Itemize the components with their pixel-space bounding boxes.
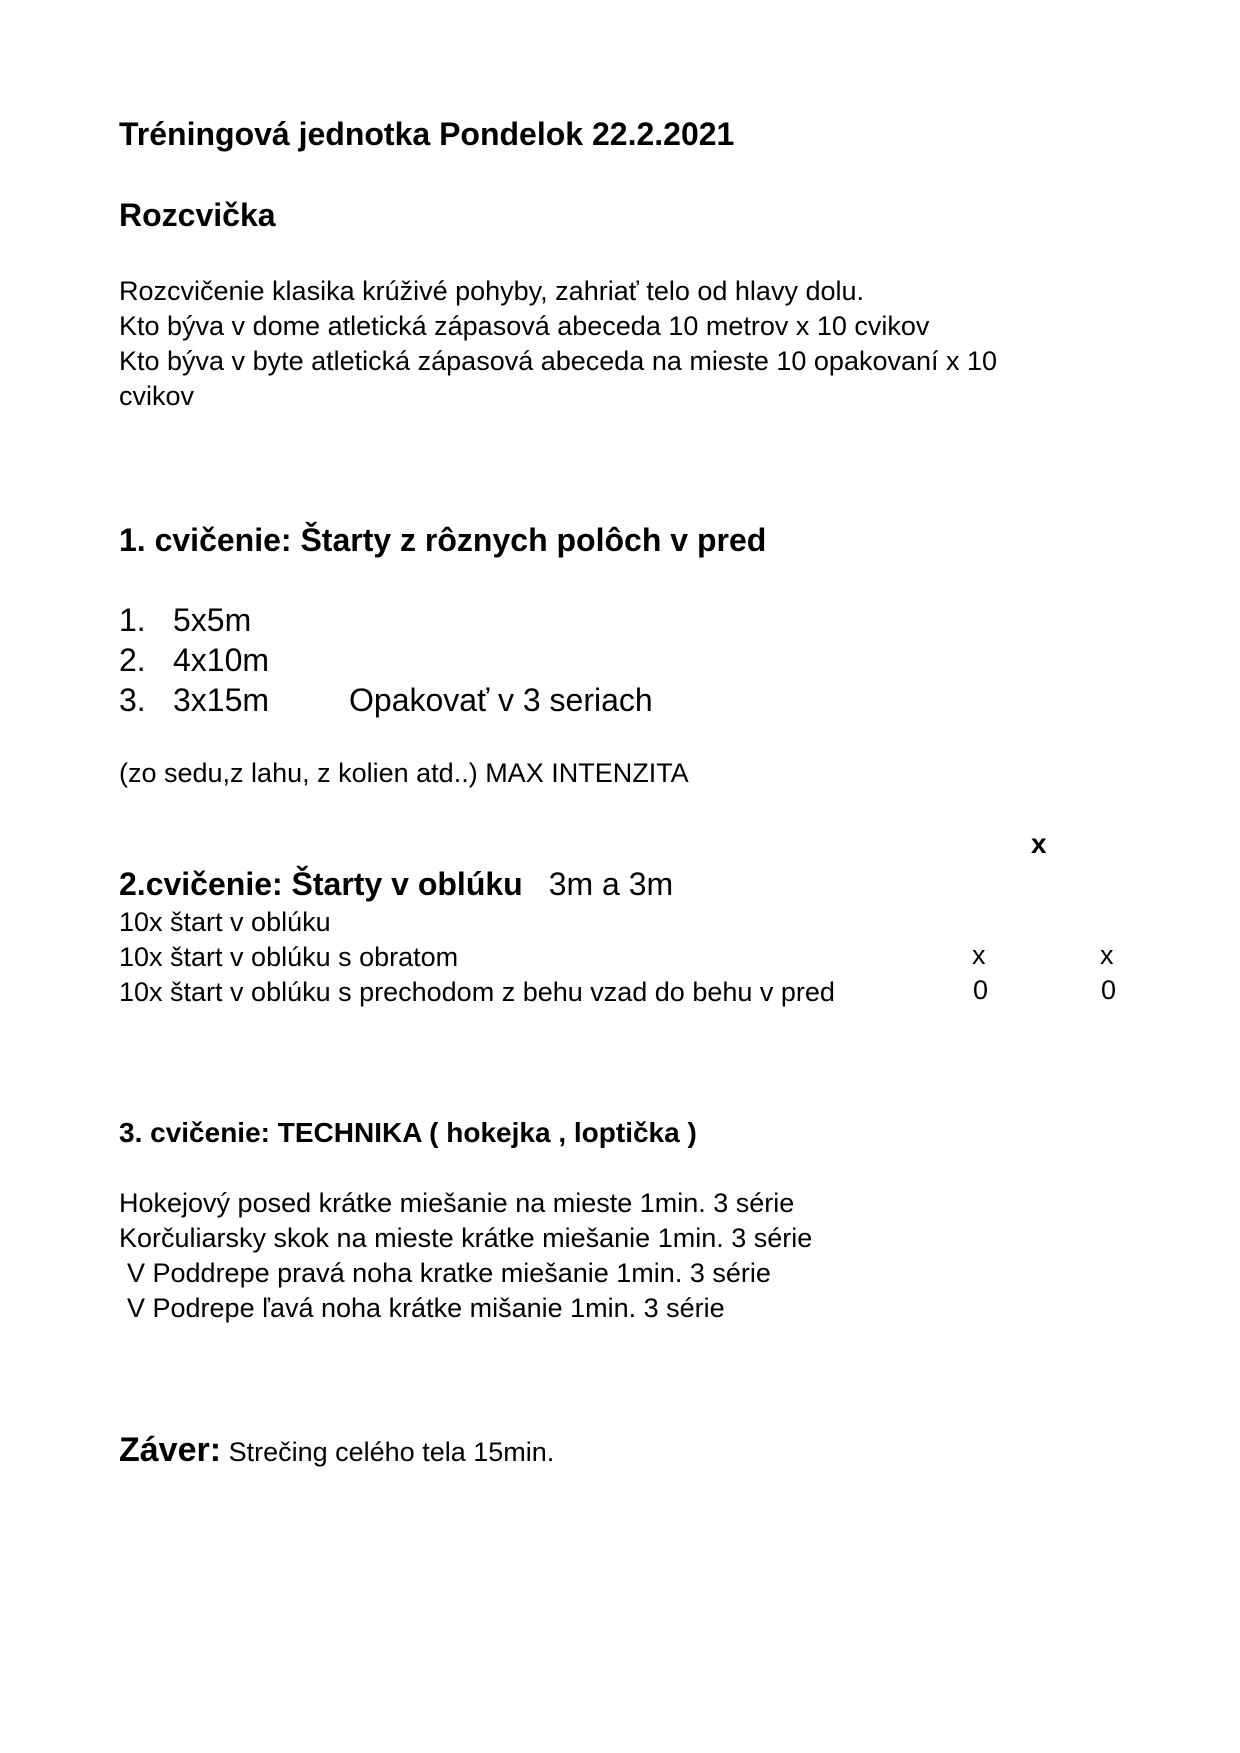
warmup-line: Kto býva v dome atletická zápasová abeceda 10 metrov x 10 cvikov: [119, 311, 930, 341]
list-item: [119, 640, 653, 680]
row-mark: 0: [973, 975, 989, 1005]
exercise3-heading: 3. cvičenie: TECHNIKA ( hokejka , loptička ): [119, 1117, 697, 1148]
exercise2-heading-extra: 3m a 3m: [548, 866, 674, 902]
list-value: 3x15m: [173, 682, 270, 718]
warmup-paragraph: [119, 274, 1079, 414]
exercise2-rows: [119, 905, 835, 1010]
list-item: [119, 680, 653, 720]
warmup-line: Kto býva v byte atletická zápasová abeceda na mieste 10 opakovaní x 10 cvikov: [119, 346, 998, 411]
list-value: 5x5m: [173, 602, 252, 638]
exercise3-lines: [119, 1186, 812, 1326]
exercise1-list: [119, 600, 653, 720]
list-number: 2.: [119, 642, 146, 678]
list-value: 4x10m: [173, 642, 270, 678]
closing-label: Záver:: [119, 1431, 222, 1469]
closing-line: [119, 1431, 554, 1470]
closing-text: Strečing celého tela 15min.: [228, 1437, 555, 1467]
row-mark: 0: [1101, 975, 1117, 1005]
list-item: [119, 600, 653, 640]
exercise2-row: 10x štart v oblúku s obratom: [119, 942, 459, 972]
exercise3-line: V Podrepe ľavá noha krátke mišanie 1min. 3 série: [127, 1293, 725, 1323]
exercise2-row: 10x štart v oblúku s prechodom z behu vzad do behu v pred: [119, 977, 835, 1007]
exercise3-line: Hokejový posed krátke miešanie na mieste 1min. 3 série: [119, 1188, 795, 1218]
page-title: Tréningová jednotka Pondelok 22.2.2021: [119, 116, 735, 152]
row-mark: x: [972, 940, 986, 970]
top-mark: x: [1031, 828, 1047, 859]
exercise3-line: V Poddrepe pravá noha kratke miešanie 1min. 3 série: [127, 1258, 771, 1288]
exercise2-heading: [119, 866, 673, 903]
exercise1-heading: 1. cvičenie: Štarty z rôznych polôch v pred: [119, 522, 767, 558]
exercise2-heading-bold: 2.cvičenie: Štarty v oblúku: [119, 866, 523, 902]
row-mark: x: [1100, 940, 1114, 970]
exercise1-note: (zo sedu,z lahu, z kolien atd..) MAX INTENZITA: [119, 758, 689, 788]
warmup-line: Rozcvičenie klasika krúživé pohyby, zahriať telo od hlavy dolu.: [119, 276, 864, 306]
exercise2-row: 10x štart v oblúku: [119, 907, 331, 937]
list-extra: Opakovať v 3 seriach: [349, 682, 653, 718]
exercise3-line: Korčuliarsky skok na mieste krátke miešanie 1min. 3 série: [119, 1223, 813, 1253]
list-number: 3.: [119, 682, 146, 718]
list-number: 1.: [119, 602, 146, 638]
warmup-heading: Rozcvička: [119, 197, 276, 233]
